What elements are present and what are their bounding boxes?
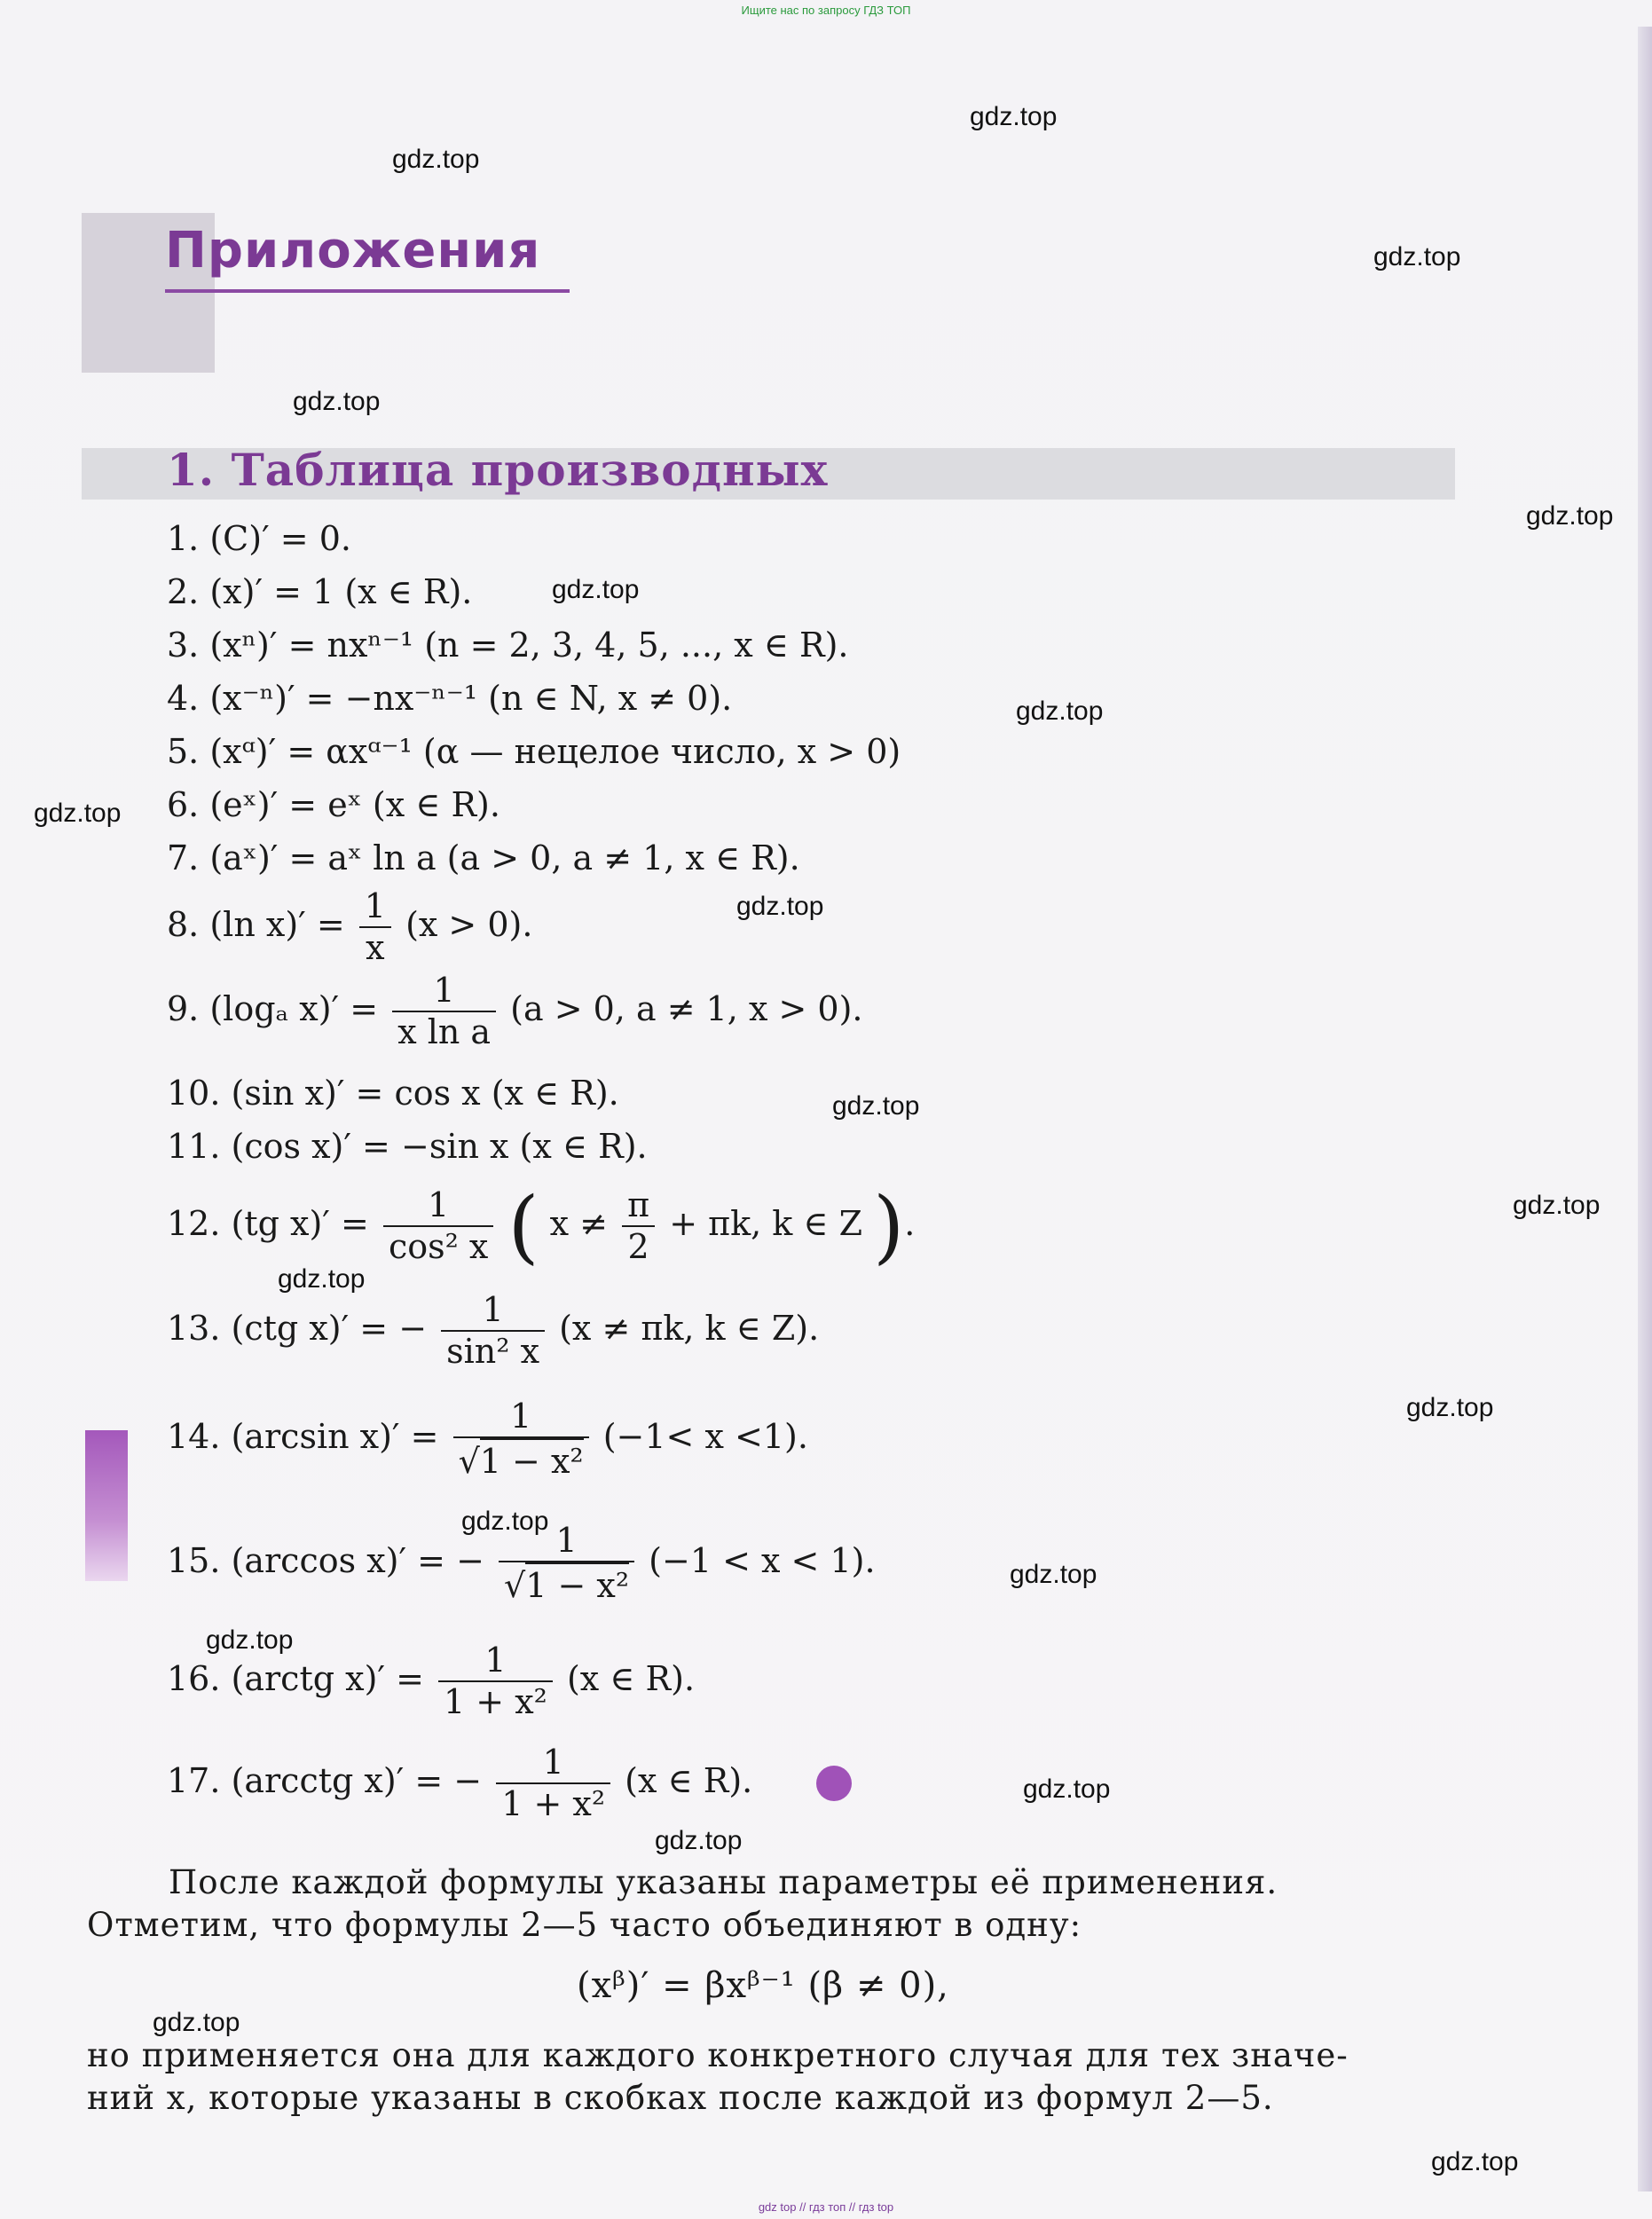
fraction — [453, 1397, 589, 1482]
watermark: gdz.top — [1406, 1393, 1494, 1422]
fraction — [499, 1522, 634, 1606]
watermark: gdz.top — [461, 1507, 549, 1536]
denominator: x — [366, 927, 385, 967]
denominator: 2 — [627, 1226, 649, 1266]
formula-number: 9. — [167, 989, 200, 1029]
formula-text: (xⁿ)′ = nxⁿ⁻¹ (n = 2, 3, 4, 5, ..., x ∈ R). — [209, 626, 849, 665]
formula-number: 14. — [167, 1417, 221, 1457]
formula-number: 15. — [167, 1541, 221, 1581]
fraction — [383, 1186, 493, 1267]
formula-15 — [167, 1522, 876, 1606]
watermark: gdz.top — [736, 892, 824, 921]
watermark: gdz.top — [1016, 696, 1104, 726]
numerator: 1 — [383, 1186, 493, 1227]
formula-3 — [167, 626, 849, 665]
formula-4 — [167, 679, 732, 718]
formula-condition: (a > 0, a ≠ 1, x > 0). — [510, 989, 863, 1029]
paragraph-line-3: но применяется она для каждого конкретного случая для тех значе- — [87, 2036, 1349, 2074]
watermark: gdz.top — [1373, 242, 1461, 271]
paragraph-line-2: Отметим, что формулы 2—5 часто объединяют в одну: — [87, 1906, 1082, 1944]
numerator: 1 — [453, 1397, 589, 1438]
formula-17 — [167, 1743, 752, 1824]
numerator: 1 — [438, 1641, 553, 1682]
formula-number: 10. — [167, 1074, 221, 1113]
formula-10 — [167, 1074, 619, 1113]
formula-number: 8. — [167, 905, 200, 945]
title-underline — [165, 289, 570, 293]
watermark: gdz.top — [655, 1826, 743, 1855]
formula-condition: (x > 0). — [405, 905, 533, 945]
section-title: 1. Таблица производных — [167, 444, 829, 496]
formula-14 — [167, 1397, 808, 1482]
period: . — [904, 1204, 916, 1243]
formula-condition: (x ∈ R). — [566, 1659, 696, 1699]
page-edge — [1638, 27, 1652, 2191]
formula-text: (xᵅ)′ = αxᵅ⁻¹ (α — нецелое число, x > 0) — [209, 732, 901, 771]
formula-number: 2. — [167, 572, 200, 611]
numerator: π — [622, 1186, 655, 1227]
numerator: 1 — [359, 887, 391, 928]
formula-condition: (x ∈ R). — [625, 1761, 753, 1801]
denominator-wrap: √1 − x² — [453, 1438, 589, 1483]
formula-lhs: (ctg x)′ = − — [231, 1309, 428, 1349]
watermark: gdz.top — [1526, 501, 1614, 531]
formula-text: (eˣ)′ = eˣ (x ∈ R). — [209, 785, 500, 824]
formula-text: (x⁻ⁿ)′ = −nx⁻ⁿ⁻¹ (n ∈ N, x ≠ 0). — [209, 679, 733, 718]
formula-lhs: (arccos x)′ = − — [231, 1541, 484, 1581]
formula-lhs: (tg x)′ = — [231, 1204, 369, 1243]
formula-number: 16. — [167, 1659, 221, 1699]
watermark: gdz.top — [970, 102, 1058, 131]
formula-lhs: (arcctg x)′ = − — [231, 1761, 483, 1801]
paragraph-formula: (xᵝ)′ = βxᵝ⁻¹ (β ≠ 0), — [577, 1965, 949, 2006]
formula-lhs: (logₐ x)′ = — [209, 989, 379, 1029]
page-title: Приложения — [165, 222, 541, 279]
numerator: 1 — [496, 1743, 610, 1784]
denominator: 1 + x² — [501, 1783, 606, 1823]
watermark: gdz.top — [1023, 1774, 1111, 1804]
formula-11 — [167, 1127, 648, 1166]
fraction — [622, 1186, 655, 1267]
denominator: sin² x — [446, 1331, 540, 1371]
formula-7 — [167, 838, 800, 877]
formula-5 — [167, 732, 901, 771]
formula-number: 5. — [167, 732, 200, 771]
formula-lhs: (ln x)′ = — [209, 905, 345, 945]
formula-lhs: (arcsin x)′ = — [231, 1417, 439, 1457]
formula-text: (cos x)′ = −sin x (x ∈ R). — [231, 1127, 648, 1166]
watermark: gdz.top — [1431, 2147, 1519, 2176]
fraction — [359, 887, 391, 968]
formula-number: 17. — [167, 1761, 221, 1801]
fraction — [496, 1743, 610, 1824]
formula-lhs: (arctg x)′ = — [231, 1659, 424, 1699]
condition-rhs: + πk, k ∈ Z — [669, 1204, 862, 1243]
formula-8 — [167, 887, 532, 968]
watermark: gdz.top — [34, 799, 122, 828]
top-banner[interactable]: Ищите нас по запросу ГДЗ ТОП — [741, 4, 911, 17]
formula-number: 12. — [167, 1204, 221, 1243]
formula-condition: (−1< x <1). — [602, 1417, 808, 1457]
formula-number: 7. — [167, 838, 200, 877]
formula-condition: (x ≠ πk, k ∈ Z). — [559, 1309, 820, 1349]
denominator: cos² x — [388, 1226, 489, 1266]
formula-number: 3. — [167, 626, 200, 665]
formula-text: (aˣ)′ = aˣ ln a (a > 0, a ≠ 1, x ∈ R). — [209, 838, 800, 877]
formula-text: (x)′ = 1 (x ∈ R). — [209, 572, 473, 611]
formula-condition: (−1 < x < 1). — [649, 1541, 876, 1581]
formula-16 — [167, 1641, 695, 1722]
watermark: gdz.top — [293, 387, 381, 416]
paragraph-line-4: ний x, которые указаны в скобках после каждой из формул 2—5. — [87, 2079, 1274, 2117]
paragraph-line-1: После каждой формулы указаны параметры её применения. — [169, 1863, 1278, 1901]
watermark: gdz.top — [1513, 1191, 1601, 1220]
denominator: 1 − x² — [480, 1438, 584, 1483]
formula-number: 13. — [167, 1309, 221, 1349]
numerator: 1 — [392, 972, 496, 1012]
formula-number: 4. — [167, 679, 200, 718]
right-paren: ) — [873, 1180, 905, 1273]
watermark: gdz.top — [832, 1091, 920, 1121]
formula-2 — [167, 572, 472, 611]
condition-lhs: x ≠ — [549, 1204, 609, 1243]
numerator: 1 — [441, 1291, 545, 1332]
denominator: 1 + x² — [444, 1681, 547, 1721]
denominator: x ln a — [397, 1011, 492, 1051]
formula-9 — [167, 972, 862, 1052]
left-paren: ( — [507, 1180, 539, 1273]
watermark: gdz.top — [153, 2008, 240, 2037]
fraction — [392, 972, 496, 1052]
end-marker-dot — [816, 1766, 852, 1801]
formula-number: 1. — [167, 519, 200, 558]
denominator-wrap: √1 − x² — [499, 1562, 634, 1607]
margin-marker — [85, 1430, 128, 1581]
formula-text: (C)′ = 0. — [209, 519, 351, 558]
formula-6 — [167, 785, 500, 824]
numerator: 1 — [499, 1522, 634, 1562]
formula-1 — [167, 519, 351, 558]
watermark: gdz.top — [278, 1264, 366, 1294]
watermark: gdz.top — [552, 575, 640, 604]
watermark: gdz.top — [1010, 1560, 1097, 1589]
formula-text: (sin x)′ = cos x (x ∈ R). — [231, 1074, 619, 1113]
fraction — [441, 1291, 545, 1372]
bottom-banner[interactable]: gdz top // гдз топ // гдз top — [758, 2200, 894, 2214]
fraction — [438, 1641, 553, 1722]
formula-number: 6. — [167, 785, 200, 824]
formula-12 — [167, 1180, 915, 1273]
watermark: gdz.top — [392, 145, 480, 174]
formula-number: 11. — [167, 1127, 221, 1166]
denominator: 1 − x² — [525, 1562, 629, 1607]
watermark: gdz.top — [206, 1625, 294, 1655]
formula-13 — [167, 1291, 819, 1372]
